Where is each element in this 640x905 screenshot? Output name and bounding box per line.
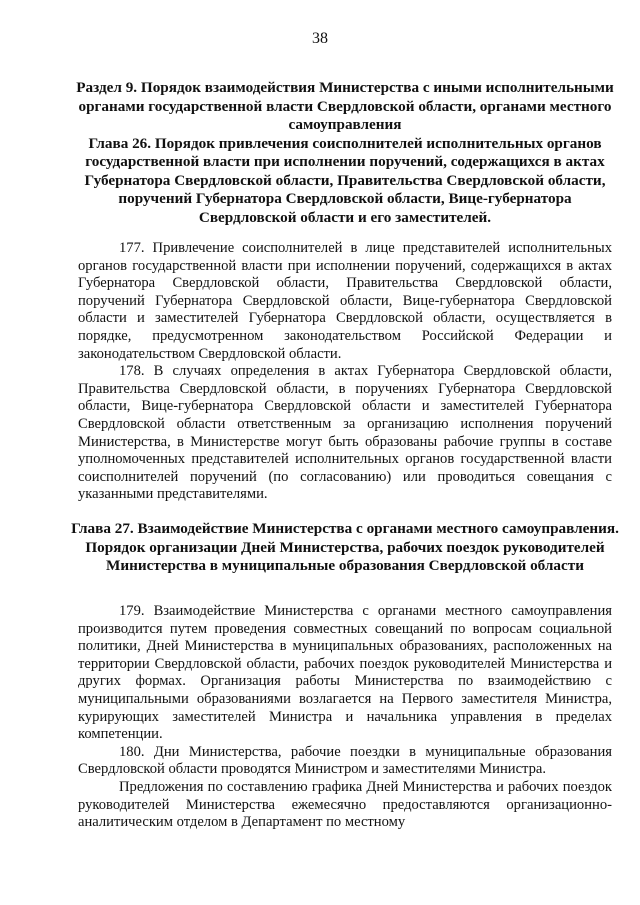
chapter-27-title: Глава 27. Взаимодействие Министерства с органами местного самоуправления. Порядок организации Дней Министерства, рабочих поездок руководителей Министерства в муниципальные образования Свердловской области bbox=[71, 520, 619, 574]
paragraph-178: 178. В случаях определения в актах Губернатора Свердловской области, Правительства Свердловской области, в поручениях Губернатора Свердловской области, Вице-губернатора Свердловской области и заместителей Губернатора Свердловской области ответственным за организацию исполнения поручений Министерства, в Министерстве могут быть образованы рабочие группы в составе уполномоченных представителей исполнительных органов государственной власти соисполнителей поручений (по согласованию) или проводиться совещания с указанными представителями. bbox=[78, 363, 612, 503]
chapter-27-body bbox=[78, 603, 612, 832]
section-heading bbox=[70, 79, 620, 227]
paragraph-177: 177. Привлечение соисполнителей в лице представителей исполнительных органов государственной власти при исполнении поручений, содержащихся в актах Губернатора Свердловской области, Правительства Свердловской области, поручений Губернатора Свердловской области, Вице-губернатора Свердловской области и заместителей Губернатора Свердловской области, осуществляется в порядке, предусмотренном законодательством Российской Федерации и законодательством Свердловской области. bbox=[78, 240, 612, 362]
page-number: 38 bbox=[312, 30, 328, 47]
chapter-26-title: Глава 26. Порядок привлечения соисполнителей исполнительных органов государственной власти при исполнении поручений, содержащихся в актах Губернатора Свердловской области, Правительства Свердловской области, поручений Губернатора Свердловской области, Вице-губернатора Свердловской области и его заместителей. bbox=[84, 134, 606, 226]
chapter-26-body bbox=[78, 240, 612, 504]
chapter-27-heading bbox=[70, 520, 620, 576]
paragraph-179: 179. Взаимодействие Министерства с органами местного самоуправления производится путем проведения совместных совещаний по вопросам социальной политики, Дней Министерства в муниципальных образованиях, расположенных на территории Свердловской области, рабочих поездок руководителей Министерства и других формах. Организация работы Министерства по взаимодействию с муниципальными образованиями возлагается на Первого заместителя Министра, курирующих заместителей Министра и начальника управления в пределах компетенции. bbox=[78, 603, 612, 743]
section-title: Раздел 9. Порядок взаимодействия Министерства с иными исполнительными органами государственной власти Свердловской области, органами местного самоуправления bbox=[76, 79, 614, 133]
paragraph-proposals: Предложения по составлению графика Дней Министерства и рабочих поездок руководителей Министерства ежемесячно предоставляются организационно-аналитическим отделом в Департамент по местному bbox=[78, 778, 612, 831]
paragraph-180: 180. Дни Министерства, рабочие поездки в муниципальные образования Свердловской области проводятся Министром и заместителями Министра. bbox=[78, 743, 612, 778]
